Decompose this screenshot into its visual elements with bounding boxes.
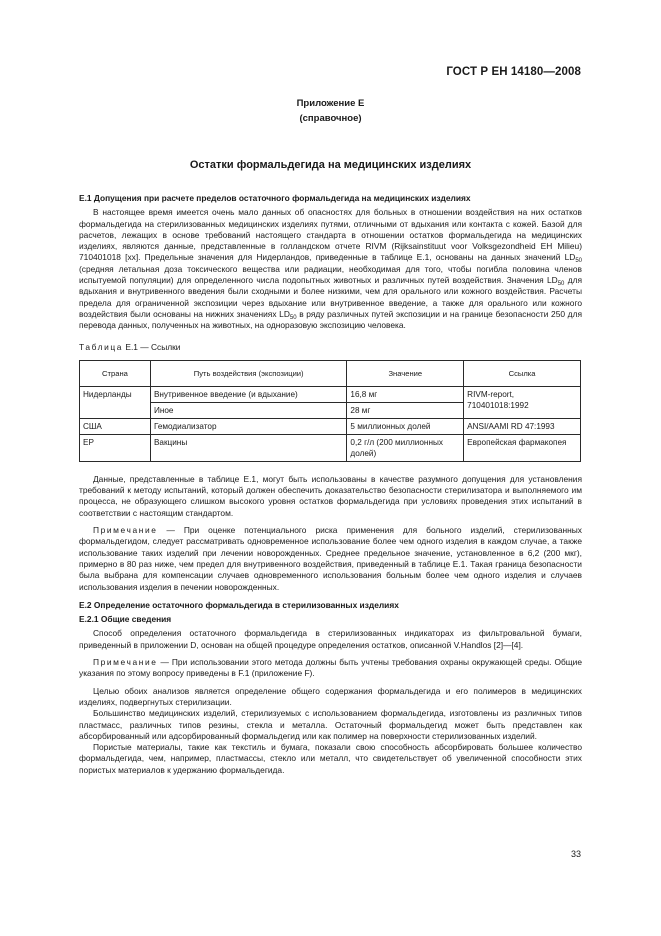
paragraph-e1-intro [79,207,582,331]
paragraph-table-usage: Данные, представленные в таблице Е.1, могут быть использованы в качестве разумного допущения для установления требований к методу испытаний, который должен обеспечить доказательство безопасности стерилизатора и выполняемого им процесса, не образующего слишком высокого уровня остатков формальдегида при условиях проведения этих испытаний в соответствии с настоящим стандартом. [79,473,582,518]
cell-value: 0,2 г/л (200 миллионных долей) [347,434,464,461]
subscript: 50 [557,281,565,288]
table-header-row [80,360,581,386]
appendix-subtitle: (справочное) [299,113,362,124]
cell-country: Нидерланды [80,386,151,418]
cell-value: 16,8 мг [347,386,464,402]
cell-route: Внутривенное введение (и вдыхание) [150,386,346,402]
note-text: — При использовании этого метода должны быть учтены требования охраны окружающей среды. Общие указания по этому вопросу приведены в F.1 (приложение F). [79,657,582,679]
standard-code: ГОСТ Р ЕН 14180—2008 [446,66,581,78]
subscript: 50 [289,314,297,321]
cell-route: Вакцины [150,434,346,461]
header-reference: Ссылка [464,360,581,386]
paragraph-analysis-goal: Целью обоих анализов является определение общего содержания формальдегида и его полимеров в медицинских изделиях, подвергнутых стерилизации. [79,685,582,707]
cell-value: 5 миллионных долей [347,418,464,434]
cell-reference: Европейская фармакопея [464,434,581,461]
paragraph-method: Способ определения остаточного формальдегида в стерилизованных индикаторах из фильтровальной бумаги, приведенный в приложении D, основан на общей процедуре определения остатков, описанной V.Handlos [2]—[4]. [79,628,582,650]
table-caption-text: Е.1 — Ссылки [123,341,181,352]
note-risk-assessment [79,525,582,593]
page-title: Остатки формальдегида на медицинских изделиях [189,159,472,171]
header-country: Страна [80,360,151,386]
subscript: 50 [575,258,582,265]
document-body [79,193,582,776]
table-row [80,386,581,402]
section-heading-e2: E.2 Определение остаточного формальдегида в стерилизованных изделиях [79,599,399,610]
page-number: 33 [570,849,581,859]
section-heading-e1: E.1 Допущения при расчете пределов остаточного формальдегида на медицинских изделиях [79,193,471,203]
cell-route: Гемодиализатор [150,418,346,434]
table-caption [79,342,582,353]
text-run: (средняя летальная доза токсического вещества или радиации, необходимая для того, чтобы погибла половина членов испытуемой популяции) для определенного числа подопытных животных и различных путей воздействия. Значения LD [79,263,582,286]
appendix-heading [0,96,661,126]
table-row [80,418,581,434]
table-row [80,434,581,461]
cell-country: США [80,418,151,434]
text-run: в ряду различных путей экспозиции и на границе безопасности 250 для перевода данных, полученных на животных, на одноразовую экспозицию человека. [79,308,582,331]
text-run: В настоящее время имеется очень мало данных об опасностях для больных в отношении воздействия на них остатков формальдегида на стерилизованных медицинских изделиях путями, отличными от вдыхания или контакта с кожей. Базой для расчетов, лежащих в основе требований настоящего стандарта в отношении остатков формальдегида на медицинских изделиях, являются данные, представленные в голландском отчете RIVM (Rijksainstituut voor Volksgezondheid EH Milieu) 710401018 [xx]. Предельные значения для Нидерландов, приведенные в таблице Е.1, основаны на данных значений LD [79,207,582,263]
paragraph-porous-materials: Пористые материалы, такие как текстиль и бумага, показали свою способность абсорбировать большее количество формальдегида, чем, например, пластмассы, стекло или металл, что свидетельствует об увеличенной способности этих пористых материалов к удержанию формальдегида. [79,742,582,775]
cell-reference: RIVM-report, 710401018:1992 [464,386,581,418]
note-text: — При оценке потенциального риска применения для больного изделий, стерилизованных формальдегидом, следует рассматривать одновременное использование более чем одного изделия в каждом случае, а также использование таких изделий при лечении новорожденных. Среднее предельное значение, установленное в 6,2 (200 мкг), примерно в 80 раз ниже, чем предел для внутривенного воздействия, приведенный в таблице Е.1. Такая граница безопасности была выбрана для компенсации случаев одновременного использования больным более чем одного изделия и случаев использования изделия в печении новорожденных. [79,525,582,592]
paragraph-materials: Большинство медицинских изделий, стерилизуемых с использованием формальдегида, изготовлены из различных типов пластмасс, различных типов резины, стекла и металла. Остаточный формальдегид может быть представлен как абсорбированный или адсорбированный формальдегид или как полимер на поверхности стерилизованных изделий. [79,708,582,741]
cell-country: EP [80,434,151,461]
references-table [79,360,581,462]
note-environment [79,657,582,680]
subsection-heading-e21: E.2.1 Общие сведения [79,614,172,625]
note-label: Примечание [93,657,158,668]
cell-route: Иное [150,402,346,418]
text-run: для вдыхания и внутривенного введения были сходными и более низкими, чем для орального или кожного воздействия. Расчеты предела для ограниченной экспозиции через вдыхание или внутривенное введение, а также для орального или кожного воздействия были основаны на нижних значениях LD [79,275,583,319]
cell-value: 28 мг [347,402,464,418]
appendix-title: Приложение Е [296,98,365,109]
note-label: Примечание [93,525,158,536]
table-caption-label: Таблица [79,341,124,352]
cell-reference: ANSI/AAMI RD 47:1993 [464,418,581,434]
header-value: Значение [347,360,464,386]
header-route: Путь воздействия (экспозиции) [150,360,346,386]
